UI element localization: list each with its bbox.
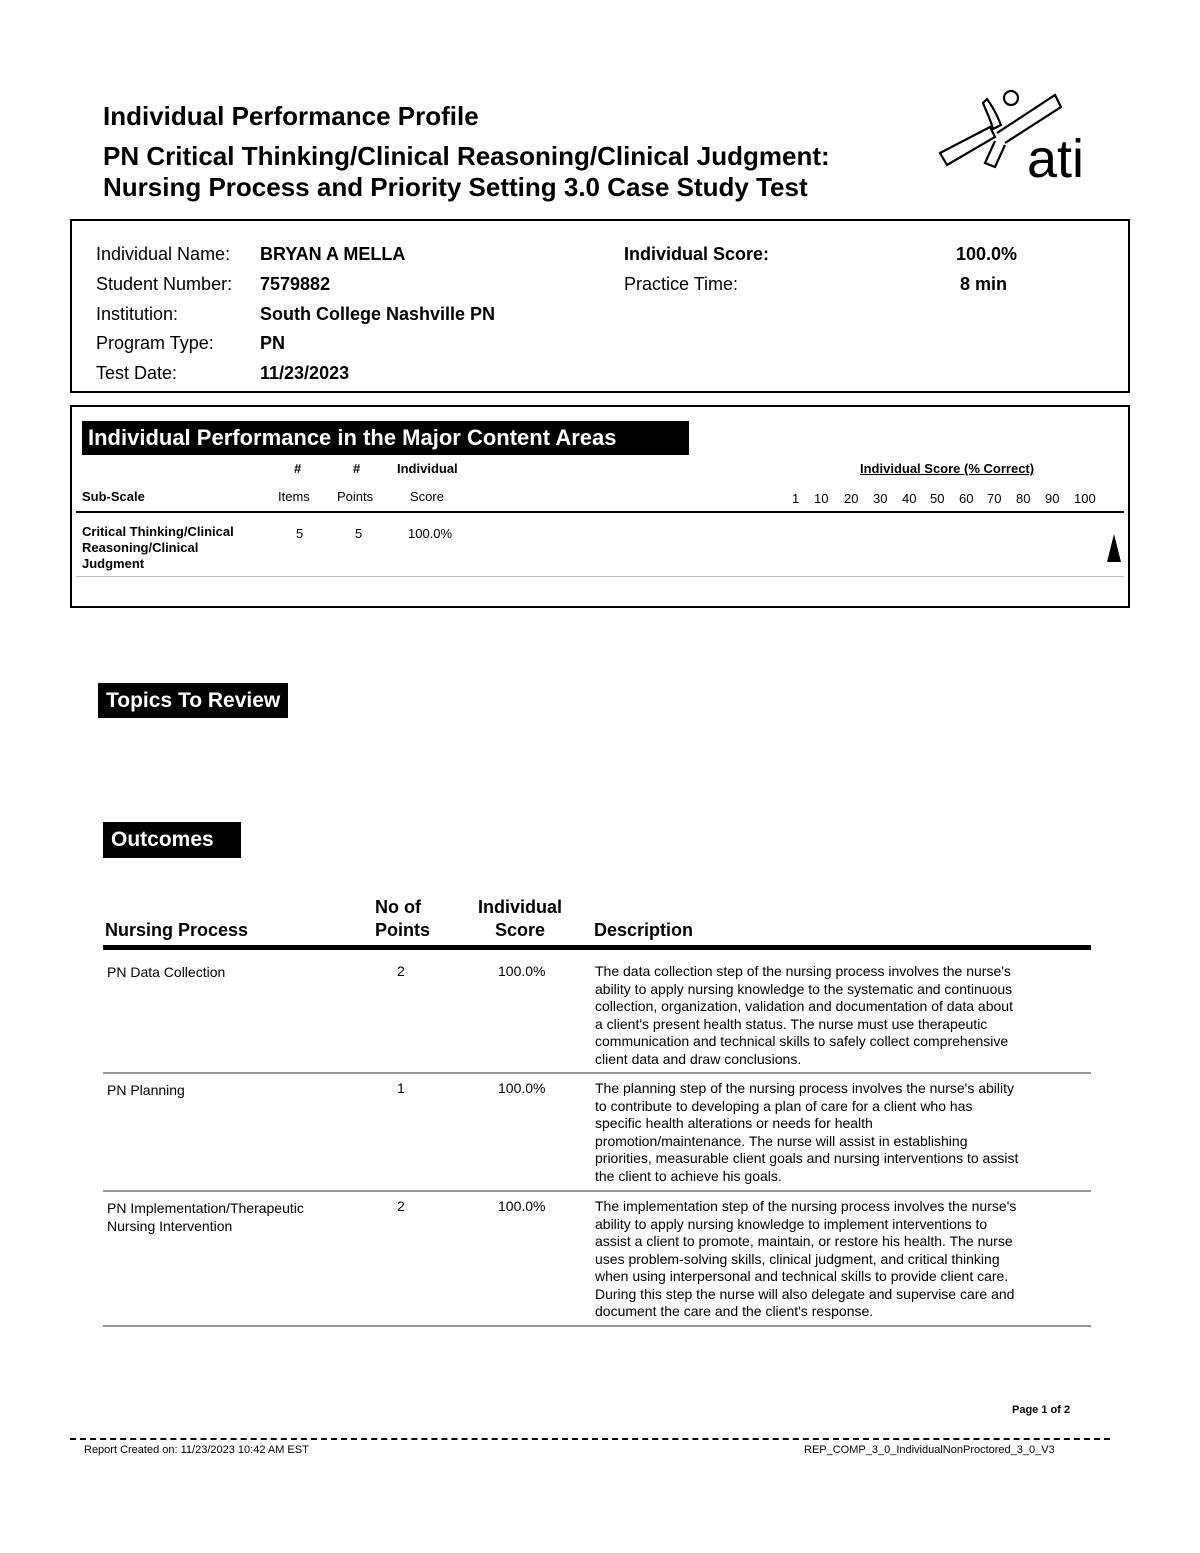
scale-title: Individual Score (% Correct): [860, 461, 1035, 476]
scale-tick-label: 10: [814, 491, 829, 506]
subscale-items: 5: [296, 526, 304, 541]
topics-heading: Topics To Review: [98, 683, 288, 718]
outcome-desc-line: specific health alterations or needs for health: [595, 1115, 873, 1131]
practice-time-value: 8 min: [960, 274, 1008, 294]
student-number-label: Student Number:: [96, 274, 233, 294]
page-number: Page 1 of 2: [1012, 1404, 1071, 1416]
outcomes-header-rule: [103, 945, 1091, 950]
col-no-of-points: [375, 896, 430, 942]
score-header-top: Individual: [397, 461, 458, 476]
program-type-value: PN: [260, 333, 286, 353]
scale-tick-label: 90: [1045, 491, 1060, 506]
outcome-process-line1: PN Implementation/Therapeutic: [107, 1200, 304, 1216]
subscale-name-line2: Reasoning/Clinical: [82, 540, 199, 555]
individual-name-value: BRYAN A MELLA: [260, 244, 406, 264]
header-divider: [76, 511, 1124, 513]
points-header-top: #: [353, 461, 361, 476]
page-title: Individual Performance Profile: [103, 101, 479, 131]
footer-rule: [70, 1438, 1110, 1440]
student-info-box: [70, 219, 1130, 393]
outcome-desc-line: when using interpersonal and technical skills to provide client care.: [595, 1268, 1009, 1284]
scale-tick-label: 60: [959, 491, 974, 506]
row-divider: [76, 576, 1124, 577]
outcome-desc-line: The planning step of the nursing process involves the nurse's ability: [595, 1080, 1015, 1096]
outcome-score: 100.0%: [498, 1080, 546, 1096]
scale-tick-label: 20: [844, 491, 859, 506]
ati-logo-icon: [935, 85, 1105, 185]
scale-tick-label: 40: [902, 491, 917, 506]
outcome-process-line2: Nursing Intervention: [107, 1217, 233, 1234]
practice-time-label: Practice Time:: [624, 274, 739, 294]
points-header: Points: [337, 489, 374, 504]
outcome-desc-line: collection, organization, validation and documentation of data about: [595, 998, 1013, 1014]
subscale-name: [82, 524, 234, 572]
institution-value: South College Nashville PN: [260, 304, 496, 324]
test-name: [103, 141, 830, 203]
test-name-line1: PN Critical Thinking/Clinical Reasoning/Clinical Judgment:: [103, 141, 830, 171]
outcome-points: 1: [397, 1080, 405, 1096]
score-header: Score: [410, 489, 444, 504]
individual-score-value: 100.0%: [956, 244, 1018, 264]
ati-logo: [935, 85, 1105, 185]
scale-tick-label: 50: [930, 491, 945, 506]
content-areas-box: [70, 405, 1130, 608]
outcome-desc-line: a client's present health status. The nurse must use therapeutic: [595, 1015, 988, 1032]
outcome-desc-line: During this step the nurse will also delegate and supervise care and: [595, 1285, 1015, 1302]
report-created: Report Created on: 11/23/2023 10:42 AM EST: [84, 1444, 309, 1456]
outcome-desc-line: The data collection step of the nursing process involves the nurse's: [595, 963, 1011, 979]
outcome-desc-line: ability to apply nursing knowledge to implement interventions to: [595, 1215, 988, 1232]
col-individual-score-line2: Score: [494, 920, 546, 940]
scale-tick-label: 80: [1016, 491, 1031, 506]
outcome-process: [107, 964, 225, 982]
outcome-description: [595, 1080, 1018, 1185]
content-areas-heading: Individual Performance in the Major Content Areas: [82, 421, 689, 455]
outcome-row-divider: [103, 1072, 1091, 1074]
subscale-score: 100.0%: [408, 526, 453, 541]
outcome-process: [107, 1082, 185, 1100]
col-no-of-points-line2: Points: [375, 920, 431, 940]
test-date-label: Test Date:: [96, 363, 178, 383]
scale-tick-label: 1: [792, 491, 800, 506]
outcomes-heading: Outcomes: [103, 822, 241, 858]
subscale-header: Sub-Scale: [82, 489, 145, 504]
test-date-value: 11/23/2023: [260, 363, 350, 383]
individual-score-label: Individual Score:: [624, 244, 770, 264]
program-type-label: Program Type:: [96, 333, 214, 353]
individual-name-label: Individual Name:: [96, 244, 231, 264]
outcome-desc-line: the client to achieve his goals.: [595, 1167, 782, 1184]
report-code: REP_COMP_3_0_IndividualNonProctored_3_0_V3: [804, 1444, 1055, 1456]
outcome-row-divider: [103, 1190, 1091, 1192]
scale-ticks: [792, 489, 1122, 507]
col-nursing-process: Nursing Process: [105, 920, 249, 940]
scale-tick-label: 100: [1074, 491, 1096, 506]
outcome-desc-line: ability to apply nursing knowledge to the systematic and continuous: [595, 980, 1013, 997]
subscale-name-line1: Critical Thinking/Clinical: [82, 524, 234, 539]
outcome-desc-line: document the care and the client's response.: [595, 1303, 874, 1319]
outcome-desc-line: uses problem-solving skills, clinical judgment, and critical thinking: [595, 1250, 1000, 1267]
test-name-line2: Nursing Process and Priority Setting 3.0 Case Study Test: [103, 172, 808, 202]
col-description: Description: [594, 920, 694, 940]
outcome-desc-line: client data and draw conclusions.: [595, 1050, 802, 1067]
outcome-points: 2: [397, 1198, 405, 1214]
outcomes-table: [103, 895, 1091, 1335]
outcome-process: [107, 1200, 304, 1235]
outcome-desc-line: The implementation step of the nursing process involves the nurse's: [595, 1198, 1017, 1214]
subscale-name-line3: Judgment: [82, 556, 145, 571]
outcome-desc-line: priorities, measurable client goals and nursing interventions to assist: [595, 1150, 1019, 1166]
items-header-top: #: [294, 461, 302, 476]
col-no-of-points-line1: No of: [375, 897, 421, 917]
outcome-desc-line: promotion/maintenance. The nurse will assist in establishing: [595, 1132, 968, 1149]
outcome-process-line1: PN Data Collection: [107, 964, 226, 980]
student-number-value: 7579882: [260, 274, 331, 294]
score-marker-icon: [1104, 532, 1124, 564]
outcome-score: 100.0%: [498, 963, 546, 979]
outcome-desc-line: communication and technical skills to safely collect comprehensive: [595, 1033, 1009, 1049]
logo-text: ati: [1027, 129, 1085, 185]
subscale-points: 5: [355, 526, 363, 541]
col-individual-score: [472, 896, 568, 942]
outcome-desc-line: to contribute to developing a plan of care for a client who has: [595, 1097, 973, 1114]
col-individual-score-line1: Individual: [477, 897, 562, 917]
outcome-description: [595, 1198, 1016, 1321]
outcome-score: 100.0%: [498, 1198, 546, 1214]
outcome-description: [595, 963, 1013, 1068]
outcome-row-divider: [103, 1325, 1091, 1327]
outcome-process-line1: PN Planning: [107, 1082, 185, 1098]
scale-tick-label: 70: [987, 491, 1002, 506]
scale-tick-label: 30: [873, 491, 888, 506]
outcome-points: 2: [397, 963, 405, 979]
items-header: Items: [278, 489, 310, 504]
institution-label: Institution:: [96, 304, 179, 324]
outcome-desc-line: assist a client to promote, maintain, or restore his health. The nurse: [595, 1233, 1013, 1249]
